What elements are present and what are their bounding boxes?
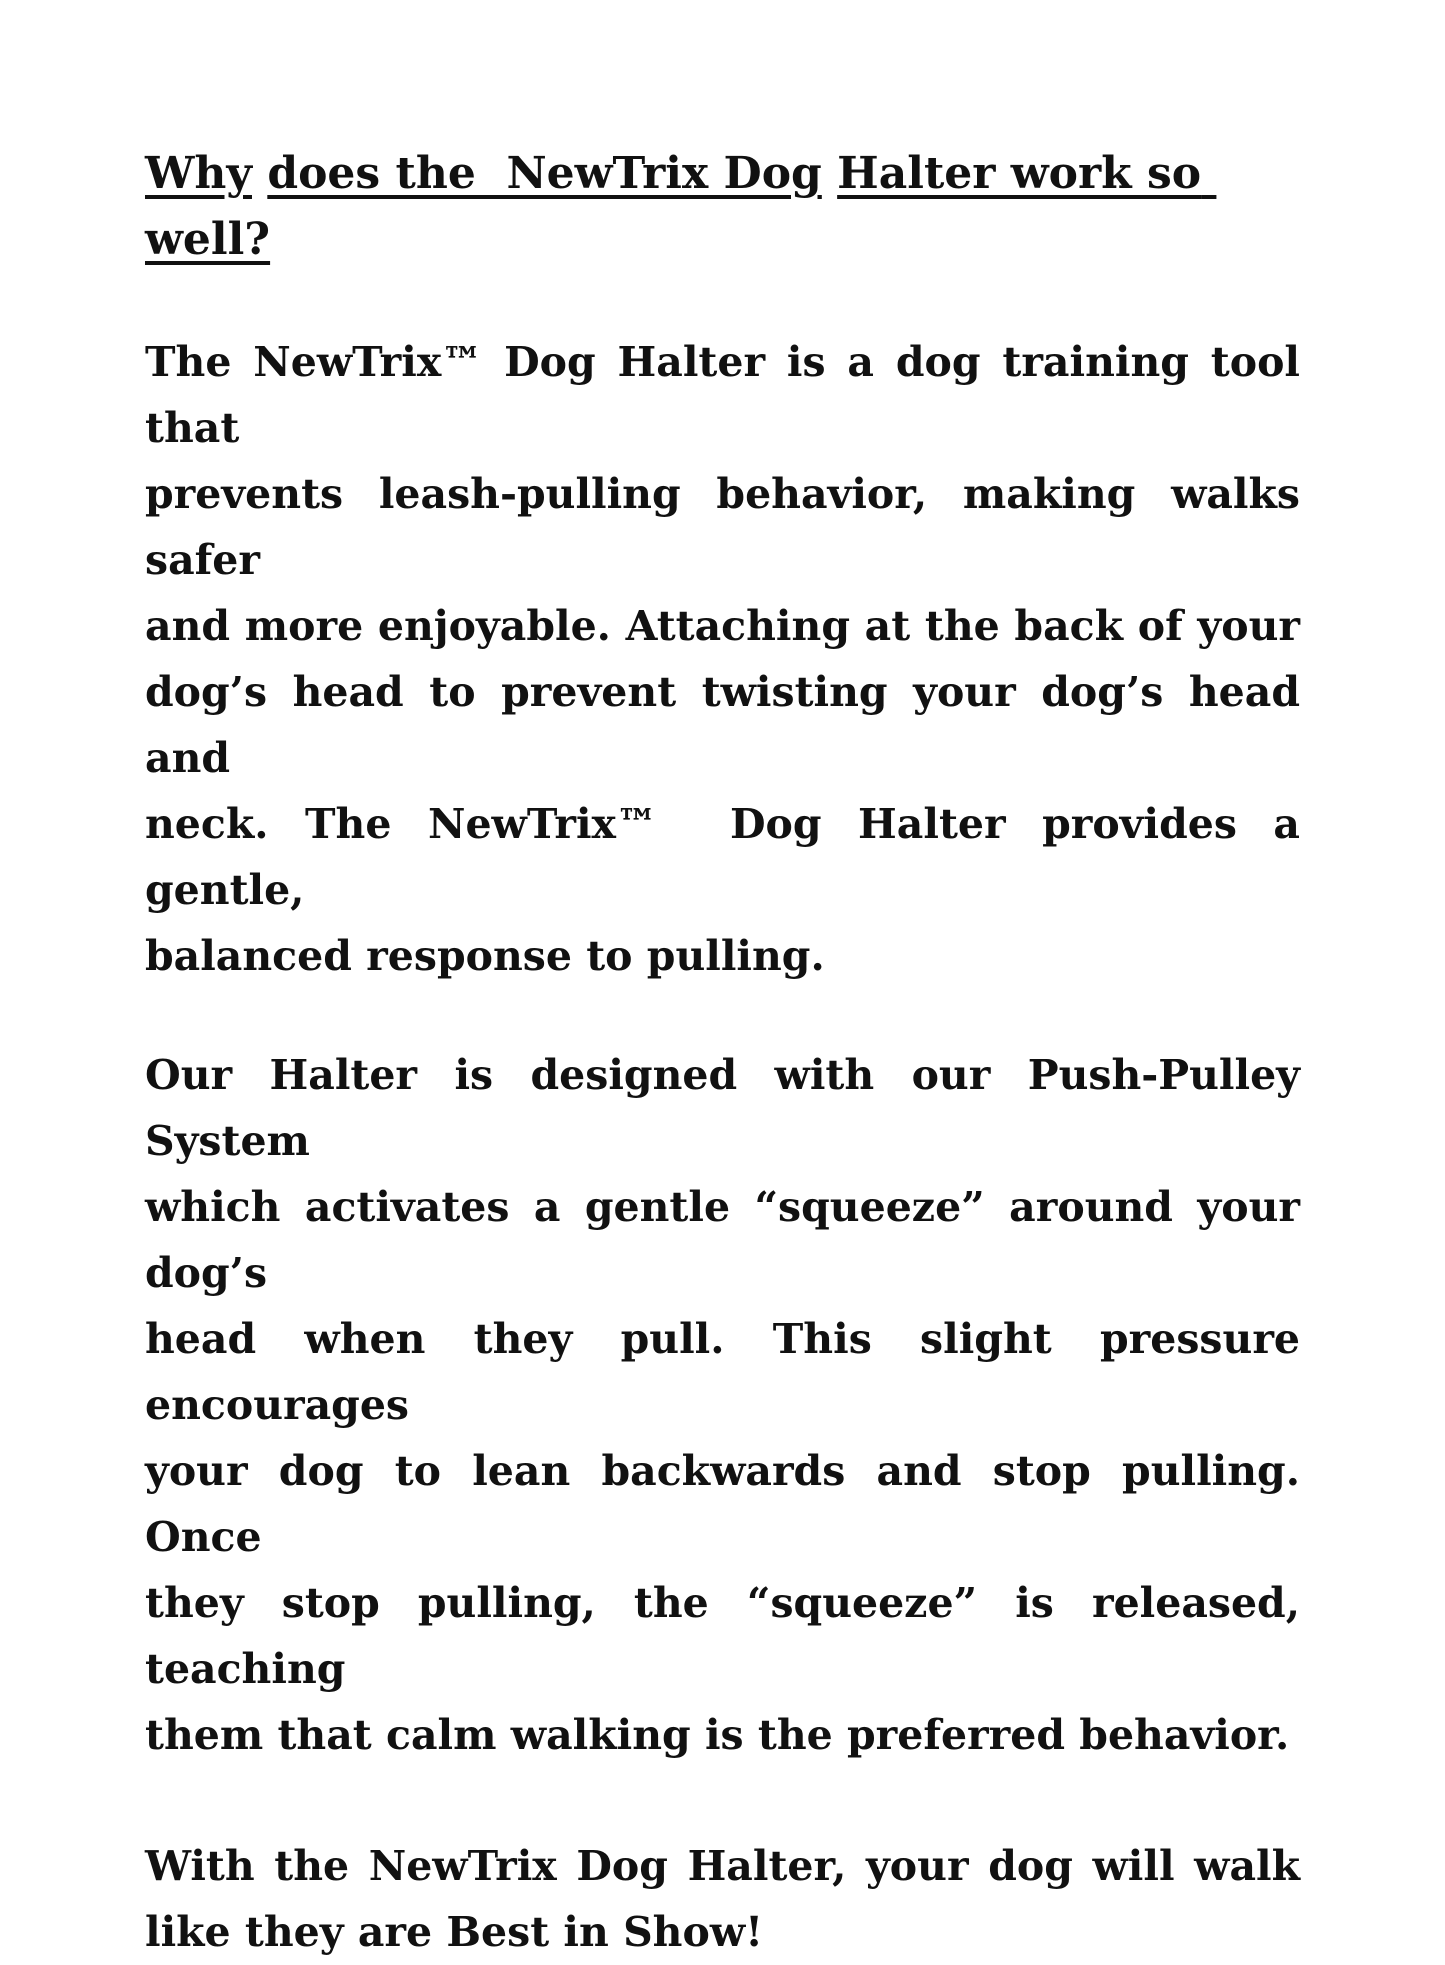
- heading-segment-1: Why: [145, 148, 252, 199]
- paragraph-closing: [145, 1833, 1300, 1965]
- text-line: balanced response to pulling.: [145, 932, 825, 980]
- text-line: prevents leash-pulling behavior, making walks safer: [145, 470, 1300, 584]
- text-line: and more enjoyable. Attaching at the back of your: [145, 602, 1300, 650]
- text-line: which activates a gentle “squeeze” around your dog’s: [145, 1183, 1300, 1297]
- heading-segment-2: does the NewTrix Dog: [267, 148, 822, 199]
- heading-segment-3: Halter work so well?: [145, 148, 1217, 265]
- page-title: [145, 141, 1300, 273]
- text-line: like they are Best in Show!: [145, 1908, 764, 1956]
- text-line: they stop pulling, the “squeeze” is released, teaching: [145, 1579, 1300, 1693]
- text-line: neck. The NewTrix™ Dog Halter provides a gentle,: [145, 800, 1300, 914]
- text-line: your dog to lean backwards and stop pulling. Once: [145, 1447, 1300, 1561]
- text-line: With the NewTrix Dog Halter, your dog will walk: [145, 1842, 1300, 1890]
- paragraph-intro: [145, 329, 1300, 989]
- text-line: dog’s head to prevent twisting your dog’s head and: [145, 668, 1300, 782]
- document-content: [145, 0, 1300, 1965]
- text-line: Our Halter is designed with our Push-Pulley System: [145, 1051, 1300, 1165]
- text-line: head when they pull. This slight pressure encourages: [145, 1315, 1300, 1429]
- text-line: The NewTrix™ Dog Halter is a dog training tool that: [145, 338, 1300, 452]
- text-line: them that calm walking is the preferred behavior.: [145, 1711, 1290, 1759]
- paragraph-push-pulley: [145, 1042, 1300, 1768]
